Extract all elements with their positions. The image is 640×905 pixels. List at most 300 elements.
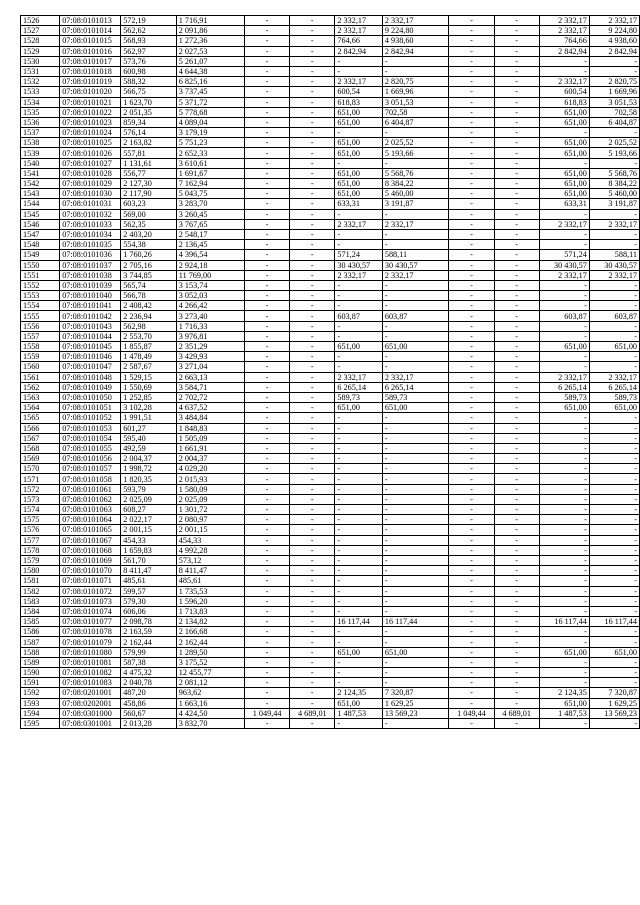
table-row: [21, 117, 640, 127]
value-col-7-cell: -: [449, 331, 494, 341]
value-col-1-cell: 458,86: [121, 698, 177, 708]
value-col-5-cell: -: [335, 433, 382, 443]
row-number-cell: 1563: [21, 392, 60, 402]
value-col-7-cell: -: [449, 128, 494, 138]
value-col-10-cell: 651,00: [589, 647, 639, 657]
row-number-cell: 1550: [21, 260, 60, 270]
cadastral-number-cell: 07:08:0101051: [60, 403, 121, 413]
value-col-4-cell: -: [290, 678, 335, 688]
cadastral-number-cell: 07:08:0101081: [60, 657, 121, 667]
value-col-5-cell: 764,66: [335, 36, 382, 46]
value-col-4-cell: -: [290, 107, 335, 117]
value-col-4-cell: -: [290, 474, 335, 484]
value-col-8-cell: -: [494, 209, 539, 219]
value-col-8-cell: -: [494, 606, 539, 616]
value-col-2-cell: 5 778,68: [176, 107, 244, 117]
value-col-10-cell: 588,11: [589, 250, 639, 260]
value-col-5-cell: 2 124,35: [335, 688, 382, 698]
value-col-7-cell: -: [449, 413, 494, 423]
value-col-1-cell: 562,98: [121, 321, 177, 331]
value-col-4-cell: -: [290, 229, 335, 239]
value-col-8-cell: -: [494, 596, 539, 606]
value-col-8-cell: -: [494, 637, 539, 647]
value-col-1-cell: 2 025,09: [121, 494, 177, 504]
value-col-5-cell: -: [335, 464, 382, 474]
value-col-7-cell: -: [449, 637, 494, 647]
value-col-3-cell: -: [245, 372, 290, 382]
cadastral-number-cell: 07:08:0101052: [60, 413, 121, 423]
value-col-9-cell: -: [539, 555, 589, 565]
value-col-2-cell: 2 080,97: [176, 515, 244, 525]
value-col-7-cell: -: [449, 576, 494, 586]
value-col-7-cell: -: [449, 77, 494, 87]
value-col-8-cell: -: [494, 168, 539, 178]
row-number-cell: 1532: [21, 77, 60, 87]
value-col-1-cell: 566,75: [121, 87, 177, 97]
value-col-1-cell: 557,81: [121, 148, 177, 158]
table-row: [21, 403, 640, 413]
value-col-9-cell: -: [539, 494, 589, 504]
value-col-2-cell: 2 025,09: [176, 494, 244, 504]
value-col-8-cell: -: [494, 454, 539, 464]
table-row: [21, 352, 640, 362]
table-row: [21, 505, 640, 515]
value-col-5-cell: -: [335, 413, 382, 423]
table-row: [21, 474, 640, 484]
value-col-4-cell: -: [290, 260, 335, 270]
value-col-7-cell: -: [449, 158, 494, 168]
value-col-7-cell: -: [449, 484, 494, 494]
value-col-10-cell: -: [589, 576, 639, 586]
value-col-4-cell: -: [290, 148, 335, 158]
value-col-8-cell: -: [494, 148, 539, 158]
row-number-cell: 1526: [21, 16, 60, 26]
table-row: [21, 250, 640, 260]
value-col-2-cell: 1 716,91: [176, 16, 244, 26]
value-col-3-cell: -: [245, 718, 290, 728]
value-col-1-cell: 579,30: [121, 596, 177, 606]
table-row: [21, 36, 640, 46]
value-col-10-cell: 651,00: [589, 403, 639, 413]
value-col-10-cell: -: [589, 566, 639, 576]
value-col-6-cell: -: [382, 464, 449, 474]
value-col-6-cell: -: [382, 56, 449, 66]
value-col-4-cell: -: [290, 117, 335, 127]
value-col-5-cell: 2 332,17: [335, 16, 382, 26]
value-col-5-cell: 651,00: [335, 107, 382, 117]
value-col-2-cell: 12 455,77: [176, 668, 244, 678]
table-row: [21, 77, 640, 87]
table-row: [21, 26, 640, 36]
row-number-cell: 1573: [21, 494, 60, 504]
value-col-2-cell: 4 637,52: [176, 403, 244, 413]
value-col-6-cell: 651,00: [382, 403, 449, 413]
value-col-1-cell: 573,76: [121, 56, 177, 66]
value-col-9-cell: -: [539, 535, 589, 545]
value-col-9-cell: -: [539, 229, 589, 239]
value-col-5-cell: 2 332,17: [335, 219, 382, 229]
row-number-cell: 1553: [21, 291, 60, 301]
value-col-1-cell: 1 252,85: [121, 392, 177, 402]
value-col-3-cell: -: [245, 16, 290, 26]
value-col-8-cell: -: [494, 464, 539, 474]
value-col-2-cell: 5 043,75: [176, 189, 244, 199]
value-col-8-cell: -: [494, 270, 539, 280]
value-col-6-cell: -: [382, 291, 449, 301]
value-col-7-cell: -: [449, 657, 494, 667]
value-col-6-cell: -: [382, 637, 449, 647]
table-row: [21, 464, 640, 474]
value-col-3-cell: -: [245, 545, 290, 555]
value-col-2-cell: 3 273,40: [176, 311, 244, 321]
row-number-cell: 1555: [21, 311, 60, 321]
value-col-5-cell: -: [335, 535, 382, 545]
value-col-10-cell: -: [589, 555, 639, 565]
value-col-9-cell: 651,00: [539, 168, 589, 178]
value-col-5-cell: 16 117,44: [335, 617, 382, 627]
value-col-8-cell: -: [494, 66, 539, 76]
value-col-2-cell: 1 272,36: [176, 36, 244, 46]
value-col-10-cell: -: [589, 484, 639, 494]
value-col-10-cell: 2 332,17: [589, 270, 639, 280]
value-col-8-cell: -: [494, 77, 539, 87]
value-col-9-cell: -: [539, 240, 589, 250]
table-row: [21, 342, 640, 352]
value-col-1-cell: 2 403,20: [121, 229, 177, 239]
value-col-5-cell: 2 842,94: [335, 46, 382, 56]
value-col-1-cell: 2 040,78: [121, 678, 177, 688]
value-col-3-cell: -: [245, 413, 290, 423]
value-col-5-cell: -: [335, 352, 382, 362]
table-row: [21, 362, 640, 372]
value-col-7-cell: -: [449, 189, 494, 199]
value-col-5-cell: 651,00: [335, 138, 382, 148]
value-col-9-cell: -: [539, 443, 589, 453]
value-col-2-cell: 3 153,74: [176, 280, 244, 290]
value-col-4-cell: -: [290, 484, 335, 494]
row-number-cell: 1567: [21, 433, 60, 443]
value-col-10-cell: 3 051,53: [589, 97, 639, 107]
value-col-7-cell: -: [449, 647, 494, 657]
value-col-1-cell: 2 098,78: [121, 617, 177, 627]
cadastral-number-cell: 07:08:0101017: [60, 56, 121, 66]
value-col-5-cell: -: [335, 576, 382, 586]
cadastral-value-table: [20, 15, 640, 729]
value-col-7-cell: -: [449, 606, 494, 616]
value-col-5-cell: -: [335, 627, 382, 637]
value-col-4-cell: -: [290, 494, 335, 504]
value-col-10-cell: 6 404,87: [589, 117, 639, 127]
value-col-9-cell: 651,00: [539, 698, 589, 708]
value-col-6-cell: -: [382, 535, 449, 545]
value-col-7-cell: -: [449, 464, 494, 474]
value-col-7-cell: -: [449, 148, 494, 158]
value-col-4-cell: -: [290, 189, 335, 199]
value-col-3-cell: -: [245, 433, 290, 443]
table-row: [21, 87, 640, 97]
value-col-3-cell: -: [245, 56, 290, 66]
value-col-6-cell: -: [382, 423, 449, 433]
value-col-1-cell: 1 529,15: [121, 372, 177, 382]
table-row: [21, 199, 640, 209]
value-col-7-cell: -: [449, 392, 494, 402]
value-col-9-cell: 618,83: [539, 97, 589, 107]
value-col-5-cell: -: [335, 545, 382, 555]
cadastral-number-cell: 07:08:0101013: [60, 16, 121, 26]
cadastral-number-cell: 07:08:0101053: [60, 423, 121, 433]
value-col-5-cell: -: [335, 56, 382, 66]
table-row: [21, 168, 640, 178]
value-col-9-cell: -: [539, 668, 589, 678]
cadastral-number-cell: 07:08:0101045: [60, 342, 121, 352]
value-col-4-cell: -: [290, 199, 335, 209]
value-col-4-cell: -: [290, 423, 335, 433]
value-col-8-cell: -: [494, 219, 539, 229]
value-col-3-cell: -: [245, 250, 290, 260]
value-col-2-cell: 1 716,33: [176, 321, 244, 331]
value-col-2-cell: 4 424,50: [176, 708, 244, 718]
value-col-6-cell: 2 332,17: [382, 372, 449, 382]
value-col-10-cell: 2 025,52: [589, 138, 639, 148]
value-col-6-cell: -: [382, 301, 449, 311]
value-col-9-cell: -: [539, 66, 589, 76]
table-row: [21, 46, 640, 56]
value-col-1-cell: 2 051,35: [121, 107, 177, 117]
value-col-1-cell: 2 013,28: [121, 718, 177, 728]
value-col-8-cell: -: [494, 617, 539, 627]
value-col-10-cell: -: [589, 505, 639, 515]
value-col-9-cell: -: [539, 678, 589, 688]
value-col-2-cell: 5 261,07: [176, 56, 244, 66]
cadastral-number-cell: 07:08:0101048: [60, 372, 121, 382]
value-col-2-cell: 3 175,52: [176, 657, 244, 667]
row-number-cell: 1529: [21, 46, 60, 56]
value-col-7-cell: -: [449, 240, 494, 250]
cadastral-number-cell: 07:08:0101034: [60, 229, 121, 239]
value-col-1-cell: 1 131,61: [121, 158, 177, 168]
value-col-9-cell: 2 332,17: [539, 16, 589, 26]
row-number-cell: 1539: [21, 148, 60, 158]
value-col-5-cell: -: [335, 474, 382, 484]
table-row: [21, 311, 640, 321]
value-col-4-cell: -: [290, 688, 335, 698]
table-row: [21, 423, 640, 433]
value-col-7-cell: -: [449, 515, 494, 525]
value-col-2-cell: 3 584,71: [176, 382, 244, 392]
value-col-2-cell: 3 767,65: [176, 219, 244, 229]
value-col-3-cell: -: [245, 77, 290, 87]
cadastral-number-cell: 07:08:0101072: [60, 586, 121, 596]
row-number-cell: 1584: [21, 606, 60, 616]
value-col-4-cell: -: [290, 698, 335, 708]
value-col-4-cell: -: [290, 586, 335, 596]
table-row: [21, 128, 640, 138]
value-col-10-cell: -: [589, 454, 639, 464]
value-col-7-cell: -: [449, 454, 494, 464]
value-col-10-cell: -: [589, 209, 639, 219]
value-col-4-cell: -: [290, 627, 335, 637]
value-col-8-cell: -: [494, 678, 539, 688]
row-number-cell: 1571: [21, 474, 60, 484]
value-col-9-cell: -: [539, 657, 589, 667]
row-number-cell: 1568: [21, 443, 60, 453]
value-col-6-cell: -: [382, 586, 449, 596]
value-col-3-cell: -: [245, 688, 290, 698]
value-col-8-cell: -: [494, 280, 539, 290]
value-col-2-cell: 3 283,70: [176, 199, 244, 209]
cadastral-number-cell: 07:08:0101082: [60, 668, 121, 678]
value-col-2-cell: 5 751,23: [176, 138, 244, 148]
value-col-4-cell: -: [290, 46, 335, 56]
value-col-1-cell: 562,97: [121, 46, 177, 56]
value-col-4-cell: -: [290, 158, 335, 168]
value-col-8-cell: -: [494, 657, 539, 667]
cadastral-number-cell: 07:08:0101050: [60, 392, 121, 402]
value-col-4-cell: -: [290, 464, 335, 474]
value-col-10-cell: 2 332,17: [589, 372, 639, 382]
value-col-8-cell: -: [494, 331, 539, 341]
value-col-2-cell: 3 429,93: [176, 352, 244, 362]
value-col-3-cell: -: [245, 443, 290, 453]
value-col-3-cell: -: [245, 240, 290, 250]
value-col-3-cell: -: [245, 97, 290, 107]
cadastral-number-cell: 07:08:0101071: [60, 576, 121, 586]
value-col-10-cell: -: [589, 423, 639, 433]
value-col-2-cell: 3 271,04: [176, 362, 244, 372]
value-col-8-cell: -: [494, 403, 539, 413]
row-number-cell: 1536: [21, 117, 60, 127]
row-number-cell: 1581: [21, 576, 60, 586]
value-col-2-cell: 8 411,47: [176, 566, 244, 576]
row-number-cell: 1552: [21, 280, 60, 290]
value-col-10-cell: -: [589, 291, 639, 301]
value-col-10-cell: 2 820,75: [589, 77, 639, 87]
value-col-4-cell: -: [290, 637, 335, 647]
value-col-7-cell: -: [449, 56, 494, 66]
value-col-7-cell: -: [449, 535, 494, 545]
value-col-1-cell: 2 163,59: [121, 627, 177, 637]
value-col-1-cell: 1 623,70: [121, 97, 177, 107]
table-row: [21, 229, 640, 239]
cadastral-number-cell: 07:08:0101070: [60, 566, 121, 576]
value-col-7-cell: -: [449, 168, 494, 178]
value-col-1-cell: 572,19: [121, 16, 177, 26]
value-col-1-cell: 2 705,16: [121, 260, 177, 270]
value-col-2-cell: 963,62: [176, 688, 244, 698]
value-col-3-cell: -: [245, 566, 290, 576]
value-col-2-cell: 2 548,17: [176, 229, 244, 239]
value-col-6-cell: 6 404,87: [382, 117, 449, 127]
table-row: [21, 494, 640, 504]
value-col-8-cell: -: [494, 229, 539, 239]
value-col-7-cell: -: [449, 342, 494, 352]
value-col-8-cell: -: [494, 627, 539, 637]
row-number-cell: 1527: [21, 26, 60, 36]
value-col-9-cell: 589,73: [539, 392, 589, 402]
value-col-10-cell: -: [589, 331, 639, 341]
cadastral-number-cell: 07:08:0101061: [60, 484, 121, 494]
value-col-1-cell: 2 163,82: [121, 138, 177, 148]
value-col-3-cell: -: [245, 331, 290, 341]
table-row: [21, 219, 640, 229]
table-row: [21, 270, 640, 280]
value-col-5-cell: -: [335, 555, 382, 565]
value-col-8-cell: -: [494, 555, 539, 565]
value-col-3-cell: -: [245, 87, 290, 97]
cadastral-number-cell: 07:08:0101077: [60, 617, 121, 627]
value-col-8-cell: -: [494, 260, 539, 270]
value-col-6-cell: -: [382, 484, 449, 494]
value-col-10-cell: -: [589, 280, 639, 290]
value-col-1-cell: 2 004,37: [121, 454, 177, 464]
value-col-5-cell: -: [335, 657, 382, 667]
value-col-5-cell: 2 332,17: [335, 372, 382, 382]
value-col-5-cell: -: [335, 362, 382, 372]
row-number-cell: 1595: [21, 718, 60, 728]
value-col-7-cell: -: [449, 107, 494, 117]
value-col-5-cell: 651,00: [335, 148, 382, 158]
value-col-4-cell: -: [290, 454, 335, 464]
value-col-1-cell: 3 744,85: [121, 270, 177, 280]
value-col-10-cell: -: [589, 535, 639, 545]
value-col-6-cell: -: [382, 555, 449, 565]
table-row: [21, 525, 640, 535]
value-col-3-cell: -: [245, 596, 290, 606]
value-col-9-cell: -: [539, 209, 589, 219]
value-col-5-cell: -: [335, 128, 382, 138]
value-col-1-cell: 487,20: [121, 688, 177, 698]
table-row: [21, 515, 640, 525]
value-col-8-cell: -: [494, 301, 539, 311]
value-col-2-cell: 5 371,72: [176, 97, 244, 107]
value-col-7-cell: -: [449, 250, 494, 260]
value-col-6-cell: -: [382, 352, 449, 362]
value-col-4-cell: -: [290, 576, 335, 586]
table-row: [21, 708, 640, 718]
value-col-2-cell: 1 580,09: [176, 484, 244, 494]
row-number-cell: 1557: [21, 331, 60, 341]
value-col-5-cell: 651,00: [335, 189, 382, 199]
value-col-7-cell: -: [449, 423, 494, 433]
value-col-2-cell: 3 976,81: [176, 331, 244, 341]
value-col-9-cell: -: [539, 321, 589, 331]
row-number-cell: 1556: [21, 321, 60, 331]
row-number-cell: 1569: [21, 454, 60, 464]
cadastral-number-cell: 07:08:0101026: [60, 148, 121, 158]
value-col-5-cell: -: [335, 718, 382, 728]
value-col-8-cell: -: [494, 138, 539, 148]
value-col-8-cell: -: [494, 362, 539, 372]
row-number-cell: 1586: [21, 627, 60, 637]
value-col-6-cell: 13 569,23: [382, 708, 449, 718]
value-col-6-cell: -: [382, 494, 449, 504]
cadastral-number-cell: 07:08:0101036: [60, 250, 121, 260]
value-col-6-cell: 3 191,87: [382, 199, 449, 209]
cadastral-number-cell: 07:08:0101056: [60, 454, 121, 464]
value-col-1-cell: 2 408,42: [121, 301, 177, 311]
value-col-7-cell: -: [449, 596, 494, 606]
cadastral-number-cell: 07:08:0101016: [60, 46, 121, 56]
value-col-4-cell: -: [290, 433, 335, 443]
value-col-9-cell: 651,00: [539, 148, 589, 158]
value-col-3-cell: -: [245, 148, 290, 158]
cadastral-number-cell: 07:08:0101049: [60, 382, 121, 392]
row-number-cell: 1533: [21, 87, 60, 97]
value-col-4-cell: -: [290, 56, 335, 66]
value-col-6-cell: 651,00: [382, 647, 449, 657]
value-col-10-cell: 3 191,87: [589, 199, 639, 209]
table-row: [21, 97, 640, 107]
